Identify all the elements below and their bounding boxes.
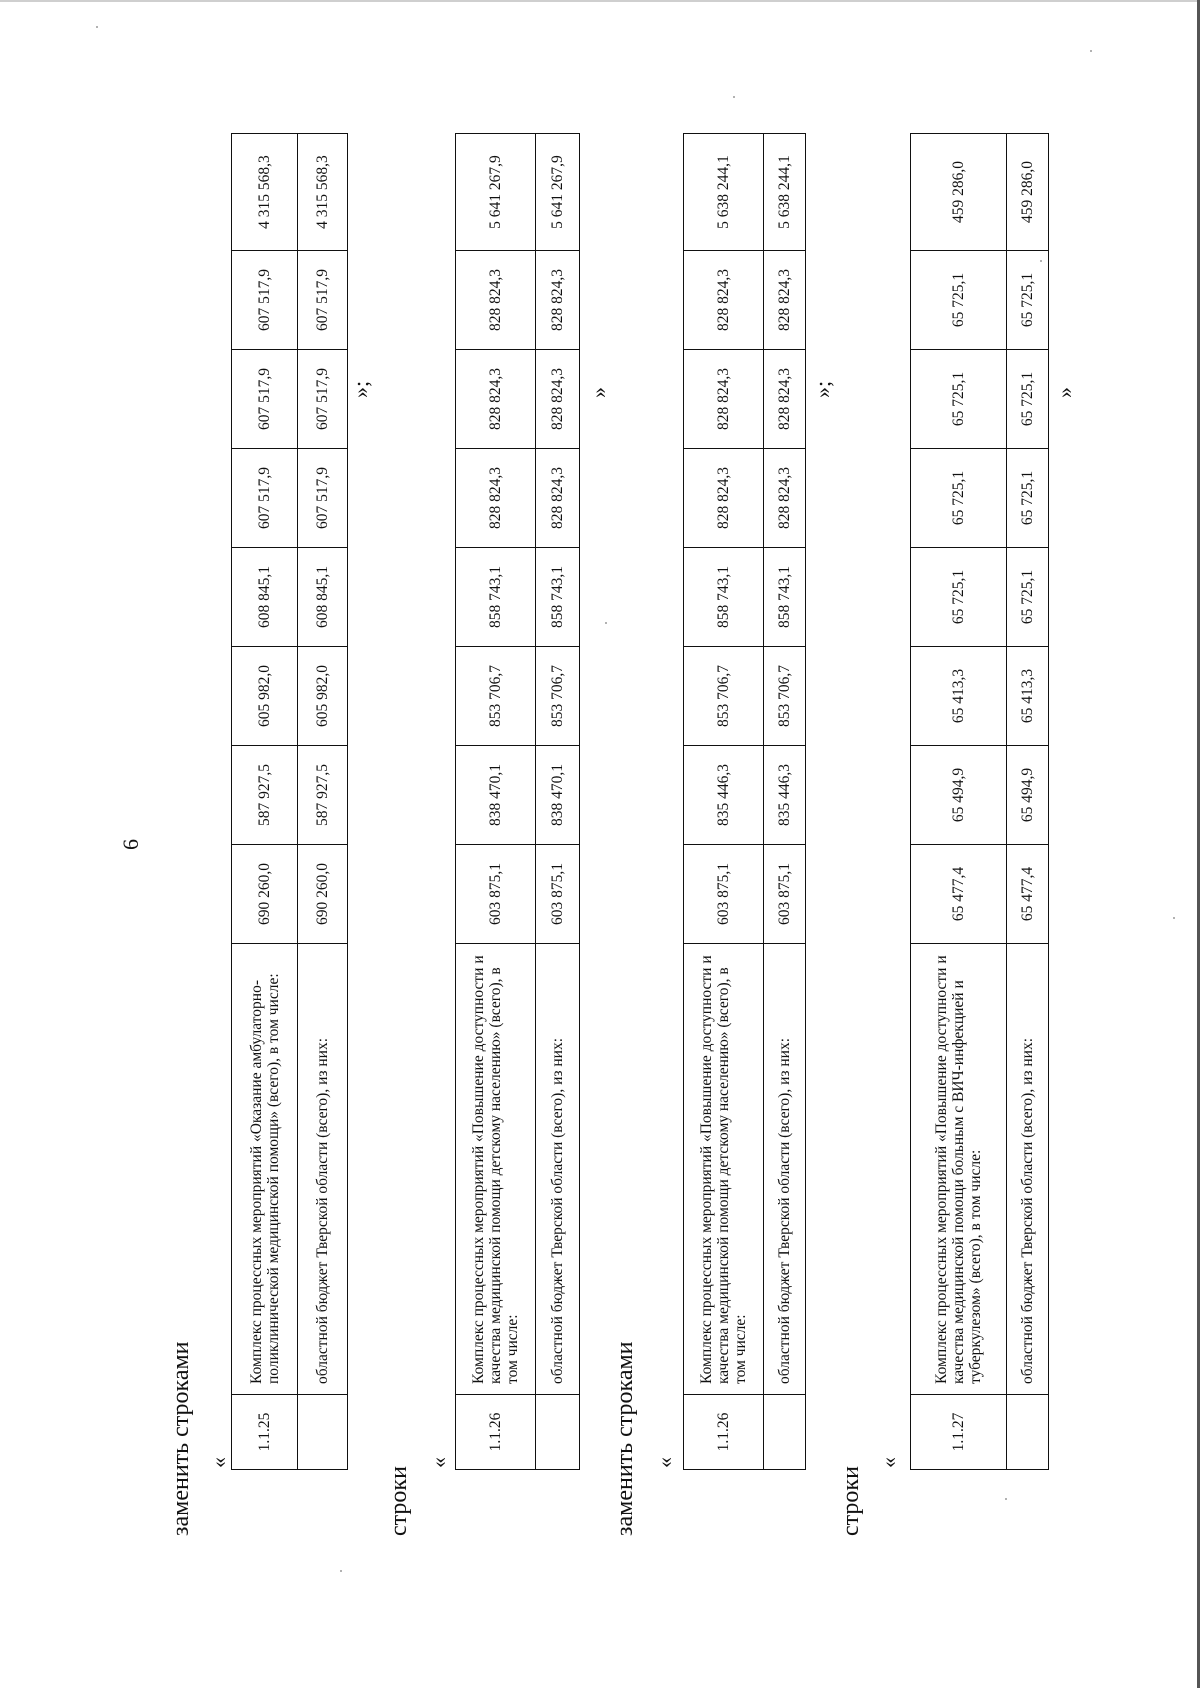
total-cell: 5 641 267,9	[536, 134, 580, 251]
value-cell: 690 260,0	[298, 845, 348, 944]
value-cell: 838 470,1	[536, 746, 580, 845]
value-cell: 65 413,3	[911, 647, 1007, 746]
row-number: 1.1.27	[911, 1395, 1007, 1470]
row-number	[298, 1395, 348, 1470]
value-cell: 858 743,1	[536, 548, 580, 647]
total-cell: 5 641 267,9	[456, 134, 536, 251]
value-cell: 607 517,9	[298, 449, 348, 548]
value-cell: 607 517,9	[298, 251, 348, 350]
row-number: 1.1.26	[684, 1395, 764, 1470]
total-cell: 4 315 568,3	[232, 134, 298, 251]
value-cell: 65 725,1	[1007, 548, 1049, 647]
row-number	[764, 1395, 806, 1470]
value-cell: 603 875,1	[684, 845, 764, 944]
value-cell: 65 725,1	[911, 449, 1007, 548]
value-cell: 853 706,7	[456, 647, 536, 746]
total-cell: 5 638 244,1	[764, 134, 806, 251]
value-cell: 603 875,1	[764, 845, 806, 944]
value-cell: 828 824,3	[536, 449, 580, 548]
total-cell: 459 286,0	[1007, 134, 1049, 251]
value-cell: 608 845,1	[232, 548, 298, 647]
value-cell: 65 413,3	[1007, 647, 1049, 746]
value-cell: 587 927,5	[232, 746, 298, 845]
value-cell: 828 824,3	[456, 449, 536, 548]
value-cell: 828 824,3	[536, 350, 580, 449]
amendment-table	[683, 133, 806, 1470]
row-number: 1.1.25	[232, 1395, 298, 1470]
amendment-table	[231, 133, 348, 1470]
amendment-table	[910, 133, 1049, 1470]
value-cell: 603 875,1	[456, 845, 536, 944]
value-cell: 65 725,1	[911, 548, 1007, 647]
row-description: Комплекс процессных мероприятий «Повышение доступности и качества медицинской помощи детскому населению» (всего), в том числе:	[456, 944, 536, 1395]
lead-text-rows: строки	[386, 1466, 412, 1536]
value-cell: 853 706,7	[684, 647, 764, 746]
value-cell: 65 725,1	[1007, 449, 1049, 548]
value-cell: 607 517,9	[232, 251, 298, 350]
opening-quote: «	[206, 1457, 231, 1468]
row-description: областной бюджет Тверской области (всего), из них:	[764, 944, 806, 1395]
lead-text-replace: заменить строками	[612, 1341, 638, 1536]
value-cell: 828 824,3	[456, 251, 536, 350]
opening-quote: «	[426, 1457, 451, 1468]
value-cell: 65 477,4	[911, 845, 1007, 944]
row-number: 1.1.26	[456, 1395, 536, 1470]
opening-quote: «	[652, 1457, 677, 1468]
closing-quote: »;	[348, 380, 373, 398]
closing-quote: »	[586, 387, 611, 398]
page-number: 6	[118, 839, 143, 850]
value-cell: 65 494,9	[911, 746, 1007, 845]
value-cell: 828 824,3	[764, 449, 806, 548]
table-row	[456, 134, 536, 1470]
table-row	[298, 134, 348, 1470]
amendment-table	[455, 133, 580, 1470]
value-cell: 607 517,9	[232, 449, 298, 548]
value-cell: 605 982,0	[232, 647, 298, 746]
value-cell: 607 517,9	[298, 350, 348, 449]
table-row	[684, 134, 764, 1470]
value-cell: 65 725,1	[1007, 350, 1049, 449]
value-cell: 587 927,5	[298, 746, 348, 845]
closing-quote: »	[1052, 387, 1077, 398]
total-cell: 5 638 244,1	[684, 134, 764, 251]
value-cell: 858 743,1	[456, 548, 536, 647]
table-row	[764, 134, 806, 1470]
total-cell: 4 315 568,3	[298, 134, 348, 251]
value-cell: 65 725,1	[911, 251, 1007, 350]
value-cell: 858 743,1	[764, 548, 806, 647]
closing-quote: »;	[810, 380, 835, 398]
value-cell: 65 725,1	[911, 350, 1007, 449]
row-number	[1007, 1395, 1049, 1470]
row-number	[536, 1395, 580, 1470]
value-cell: 835 446,3	[764, 746, 806, 845]
value-cell: 828 824,3	[536, 251, 580, 350]
table-row	[232, 134, 298, 1470]
value-cell: 65 494,9	[1007, 746, 1049, 845]
lead-text-rows: строки	[838, 1466, 864, 1536]
value-cell: 853 706,7	[764, 647, 806, 746]
row-description: областной бюджет Тверской области (всего), из них:	[536, 944, 580, 1395]
total-cell: 459 286,0	[911, 134, 1007, 251]
value-cell: 828 824,3	[764, 251, 806, 350]
value-cell: 65 725,1	[1007, 251, 1049, 350]
row-description: областной бюджет Тверской области (всего), из них:	[1007, 944, 1049, 1395]
row-description: Комплекс процессных мероприятий «Повышение доступности и качества медицинской помощи детскому населению» (всего), в том числе:	[684, 944, 764, 1395]
value-cell: 828 824,3	[684, 251, 764, 350]
row-description: Комплекс процессных мероприятий «Повышение доступности и качества медицинской помощи больным с ВИЧ-инфекцией и туберкулезом» (всего), в том числе:	[911, 944, 1007, 1395]
row-description: областной бюджет Тверской области (всего), из них:	[298, 944, 348, 1395]
value-cell: 858 743,1	[684, 548, 764, 647]
value-cell: 828 824,3	[684, 350, 764, 449]
table-row	[1007, 134, 1049, 1470]
value-cell: 608 845,1	[298, 548, 348, 647]
value-cell: 603 875,1	[536, 845, 580, 944]
table-row	[536, 134, 580, 1470]
value-cell: 828 824,3	[684, 449, 764, 548]
value-cell: 607 517,9	[232, 350, 298, 449]
value-cell: 828 824,3	[456, 350, 536, 449]
value-cell: 828 824,3	[764, 350, 806, 449]
value-cell: 838 470,1	[456, 746, 536, 845]
value-cell: 605 982,0	[298, 647, 348, 746]
value-cell: 853 706,7	[536, 647, 580, 746]
value-cell: 690 260,0	[232, 845, 298, 944]
opening-quote: «	[876, 1457, 901, 1468]
table-row	[911, 134, 1007, 1470]
value-cell: 835 446,3	[684, 746, 764, 845]
value-cell: 65 477,4	[1007, 845, 1049, 944]
lead-text-replace: заменить строками	[168, 1341, 194, 1536]
row-description: Комплекс процессных мероприятий «Оказание амбулаторно-поликлинической медицинской помощи» (всего), в том числе:	[232, 944, 298, 1395]
